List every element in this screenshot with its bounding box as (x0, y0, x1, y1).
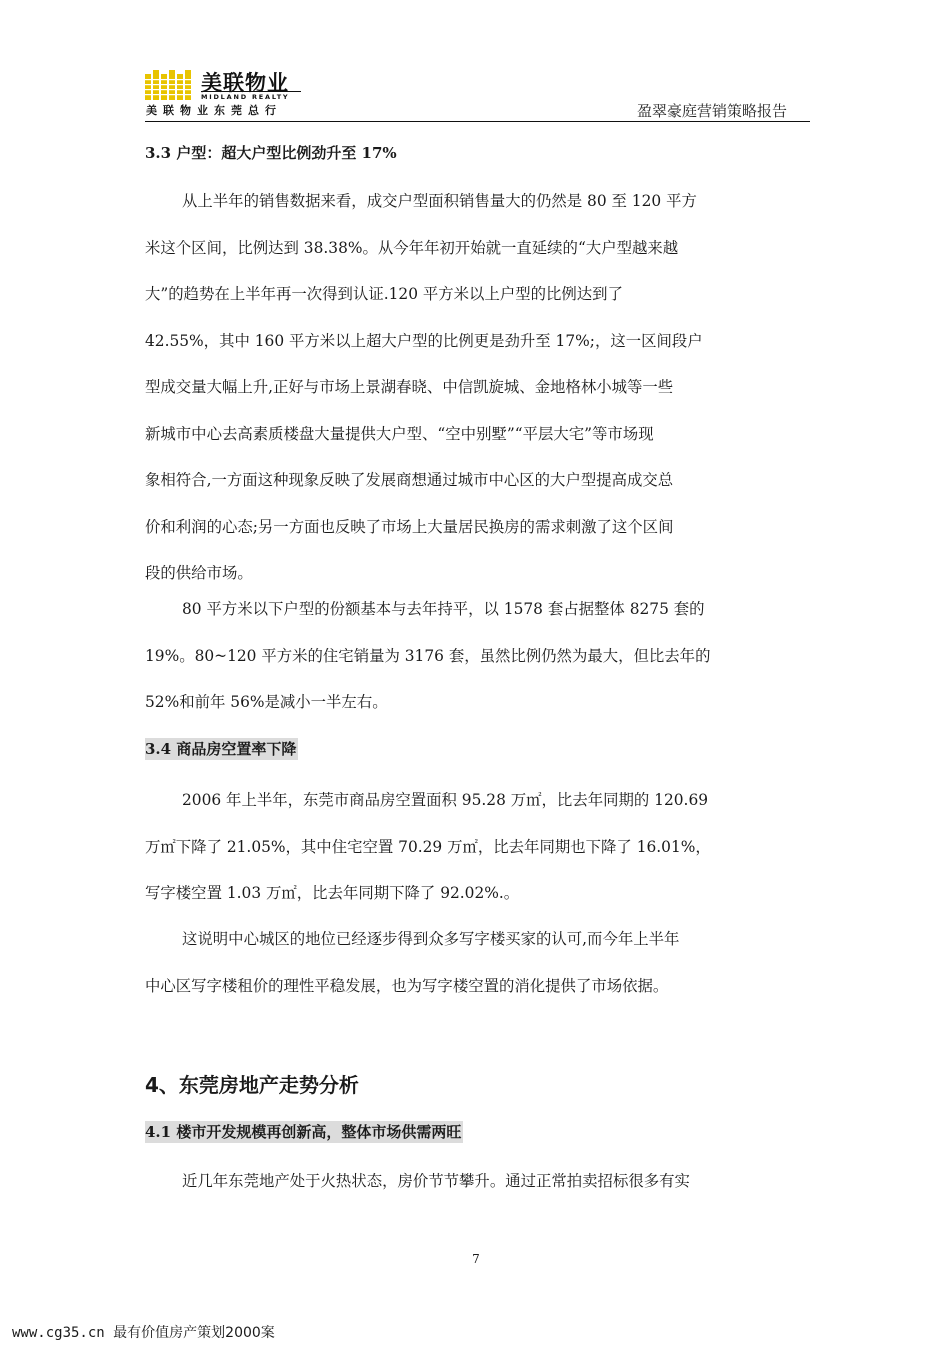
section-3-3-paragraph-2 (145, 598, 810, 738)
footer-url: www.cg35.cn (12, 1325, 105, 1341)
paragraph-line: 这说明中心城区的地位已经逐步得到众多写字楼买家的认可,而今年上半年 (182, 930, 680, 948)
header-divider (145, 121, 810, 122)
logo-english-name: MIDLAND REALTY (201, 91, 301, 101)
logo-subtitle: 美联物业东莞总行 (146, 104, 282, 117)
paragraph-line: 80 平方米以下户型的份额基本与去年持平，以 1578 套占据整体 8275 套的 (182, 600, 705, 618)
paragraph-line: 52%和前年 56%是减小一半左右。 (145, 693, 388, 711)
section-3-4-paragraph-1 (145, 789, 810, 929)
paragraph-line: 中心区写字楼租价的理性平稳发展，也为写字楼空置的消化提供了市场依据。 (145, 976, 669, 995)
section-4-1-heading: 4.1 楼市开发规模再创新高，整体市场供需两旺 (145, 1123, 462, 1141)
paragraph-line: 写字楼空置 1.03 万㎡，比去年同期下降了 92.02%.。 (145, 884, 520, 902)
page-number: 7 (472, 1252, 480, 1266)
logo-chinese-name: 美联物业 (201, 71, 289, 95)
section-3-4-heading: 3.4 商品房空置率下降 (145, 740, 297, 758)
section-4-heading: 4、东莞房地产走势分析 (145, 1073, 359, 1097)
paragraph-line: 万㎡下降了 21.05%，其中住宅空置 70.29 万㎡，比去年同期也下降了 16.01%， (145, 837, 711, 856)
paragraph-line: 2006 年上半年，东莞市商品房空置面积 95.28 万㎡，比去年同期的 120.69 (182, 791, 709, 809)
paragraph-line: 价和利润的心态;另一方面也反映了市场上大量居民换房的需求刺激了这个区间 (145, 517, 674, 536)
paragraph-line: 大”的趋势在上半年再一次得到认证.120 平方米以上户型的比例达到了 (145, 285, 623, 303)
logo-mark-icon (145, 70, 197, 100)
section-3-4-paragraph-2 (145, 928, 810, 1021)
paragraph-line: 42.55%，其中 160 平方米以上超大户型的比例更是劲升至 17%;，这一区间段户 (145, 331, 703, 350)
report-title: 盈翠豪庭营销策略报告 (636, 102, 787, 120)
footer-slogan: 最有价值房产策划2000案 (113, 1325, 275, 1341)
paragraph-line: 米这个区间，比例达到 38.38%。从今年年初开始就一直延续的“大户型越来越 (145, 238, 679, 257)
paragraph-line: 象相符合,一方面这种现象反映了发展商想通过城市中心区的大户型提高成交总 (145, 471, 674, 489)
paragraph-line: 近几年东莞地产处于火热状态，房价节节攀升。通过正常拍卖招标很多有实 (182, 1172, 690, 1190)
paragraph-line: 新城市中心去高素质楼盘大量提供大户型、“空中别墅”“平层大宅”等市场现 (145, 424, 654, 443)
paragraph-line: 段的供给市场。 (145, 564, 253, 582)
section-3-3-paragraph-1 (145, 190, 810, 609)
paragraph-line: 型成交量大幅上升,正好与市场上景湖春晓、中信凯旋城、金地格林小城等一些 (145, 378, 674, 396)
company-logo (145, 70, 325, 116)
footer-watermark (12, 1322, 275, 1342)
section-4-1-paragraph-1 (145, 1170, 810, 1217)
paragraph-line: 从上半年的销售数据来看，成交户型面积销售量大的仍然是 80 至 120 平方 (182, 192, 697, 210)
paragraph-line: 19%。80~120 平方米的住宅销量为 3176 套，虽然比例仍然为最大，但比去年的 (145, 646, 711, 665)
section-3-3-heading: 3.3 户型：超大户型比例劲升至 17% (145, 144, 397, 162)
